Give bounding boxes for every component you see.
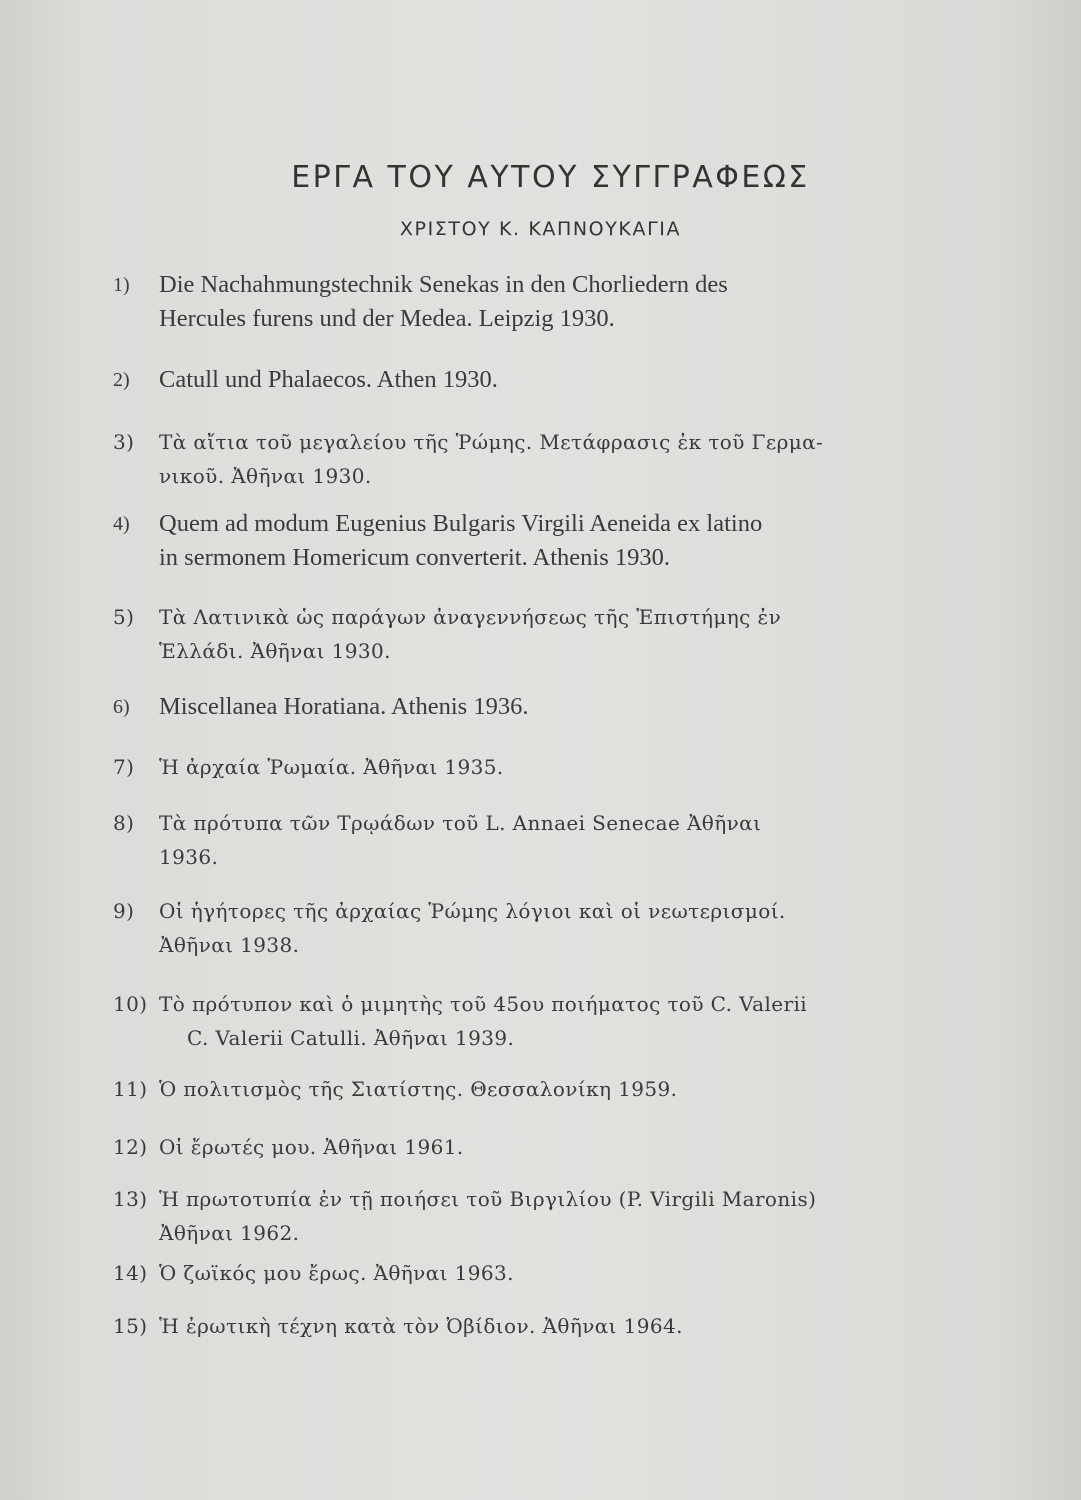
work-number: 9) — [113, 899, 135, 923]
work-line: Τὰ αἴτια τοῦ μεγαλείου τῆς Ῥώμης. Μετάφρασις ἐκ τοῦ Γερμα- — [159, 430, 824, 454]
work-number: 4) — [113, 513, 130, 535]
work-entry-14 — [113, 1256, 943, 1290]
work-line: in sermonem Homericum converterit. Athenis 1930. — [159, 544, 670, 571]
work-line: Ἡ ἐρωτικὴ τέχνη κατὰ τὸν Ὀβίδιον. Ἀθῆναι 1964. — [159, 1314, 683, 1338]
work-line: Τὰ πρότυπα τῶν Τρῳάδων τοῦ L. Annaei Senecae Ἀθῆναι — [159, 811, 762, 835]
work-line: Miscellanea Horatiana. Athenis 1936. — [159, 693, 529, 720]
work-line: Ἀθῆναι 1938. — [159, 933, 300, 957]
work-entry-15 — [113, 1309, 943, 1343]
page-title: ΕΡΓΑ ΤΟΥ ΑΥΤΟΥ ΣΥΓΓΡΑΦΕΩΣ — [291, 160, 810, 195]
work-line: Οἱ ἡγήτορες τῆς ἀρχαίας Ῥώμης λόγιοι καὶ οἱ νεωτερισμοί. — [159, 899, 786, 923]
work-line: Οἱ ἔρωτές μου. Ἀθῆναι 1961. — [159, 1135, 464, 1159]
work-entry-6 — [113, 690, 943, 724]
work-entry-1 — [113, 268, 943, 336]
work-number: 11) — [113, 1077, 148, 1101]
work-number: 6) — [113, 696, 130, 718]
work-number: 15) — [113, 1314, 148, 1338]
work-line: Hercules furens und der Medea. Leipzig 1930. — [159, 305, 615, 332]
work-entry-11 — [113, 1072, 943, 1106]
work-number: 12) — [113, 1135, 148, 1159]
work-line: Die Nachahmungstechnik Senekas in den Chorliedern des — [159, 271, 728, 298]
work-number: 1) — [113, 274, 130, 296]
work-line: Τὰ Λατινικὰ ὡς παράγων ἀναγεννήσεως τῆς Ἐπιστήμης ἐν — [159, 605, 782, 629]
work-line: Ἀθῆναι 1962. — [159, 1221, 300, 1245]
work-line: Ὁ ζωϊκός μου ἔρως. Ἀθῆναι 1963. — [159, 1261, 514, 1285]
work-entry-8 — [113, 806, 943, 874]
work-entry-13 — [113, 1182, 943, 1250]
work-entry-2 — [113, 363, 943, 397]
work-number: 7) — [113, 755, 135, 779]
work-number: 10) — [113, 992, 148, 1016]
work-line: Ἡ ἀρχαία Ῥωμαία. Ἀθῆναι 1935. — [159, 755, 504, 779]
work-entry-10 — [113, 987, 943, 1055]
work-number: 14) — [113, 1261, 148, 1285]
work-number: 2) — [113, 369, 130, 391]
work-entry-4 — [113, 507, 943, 575]
work-number: 13) — [113, 1187, 148, 1211]
work-line: Ἑλλάδι. Ἀθῆναι 1930. — [159, 639, 391, 663]
work-entry-5 — [113, 600, 943, 668]
work-line: Τὸ πρότυπον καὶ ὁ μιμητὴς τοῦ 45ου ποιήματος τοῦ C. Valerii — [159, 992, 808, 1016]
work-line: 1936. — [159, 845, 219, 869]
work-line: Ὁ πολιτισμὸς τῆς Σιατίστης. Θεσσαλονίκη 1959. — [159, 1077, 678, 1101]
author-name: ΧΡΙΣΤΟΥ Κ. ΚΑΠΝΟΥΚΑΓΙΑ — [399, 218, 682, 240]
work-number: 5) — [113, 605, 135, 629]
work-entry-7 — [113, 750, 943, 784]
work-number: 3) — [113, 430, 135, 454]
work-entry-3 — [113, 425, 943, 493]
work-entry-9 — [113, 894, 943, 962]
work-entry-12 — [113, 1130, 943, 1164]
work-line: Ἡ πρωτοτυπία ἐν τῇ ποιήσει τοῦ Βιργιλίου (P. Virgili Maronis) — [159, 1187, 817, 1211]
work-line: C. Valerii Catulli. Ἀθῆναι 1939. — [187, 1026, 515, 1050]
work-line: Quem ad modum Eugenius Bulgaris Virgili Aeneida ex latino — [159, 510, 763, 537]
work-line: Catull und Phalaecos. Athen 1930. — [159, 366, 498, 393]
work-line: νικοῦ. Ἀθῆναι 1930. — [159, 464, 372, 488]
work-number: 8) — [113, 811, 135, 835]
